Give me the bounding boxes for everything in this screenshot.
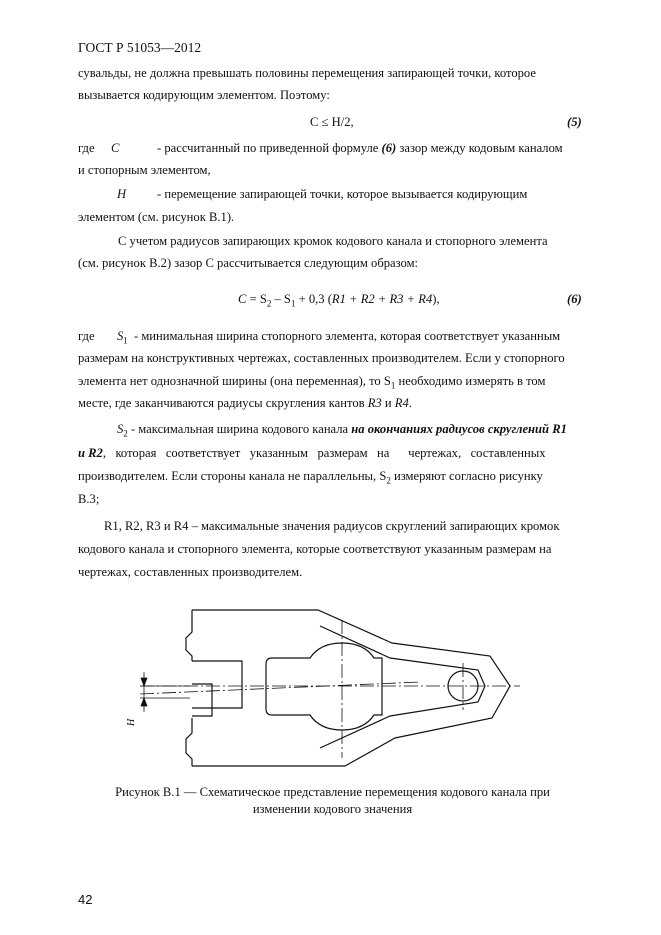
paragraph-line: сувальды, не должна превышать половины перемещения запирающей точки, которое	[78, 66, 536, 80]
slot-inner	[192, 684, 212, 716]
equation-5: C ≤ H/2,	[310, 115, 354, 129]
document-header: ГОСТ Р 51053—2012	[78, 40, 202, 55]
symbol-s2-definition: $S_2$ - максимальная ширина кодового канала на окончаниях радиусов скруглений R1	[117, 422, 567, 439]
symbol-h-definition: - перемещение запирающей точки, которое вызывается кодирующим	[157, 187, 528, 201]
symbol-c-definition-cont: и стопорным элементом,	[78, 163, 211, 177]
symbol-s2-definition-cont: и R2, которая соответствует указанным размерам на чертежах, составленных	[78, 446, 546, 460]
symbol-h-definition-cont: элементом (см. рисунок В.1).	[78, 210, 235, 224]
paragraph-line: вызывается кодирующим элементом. Поэтому:	[78, 88, 330, 102]
equation-5-number: (5)	[567, 115, 582, 129]
figure-caption-line: изменении кодового значения	[252, 802, 413, 816]
symbol-s1-definition-cont: месте, где заканчиваются радиусы скругления кантов R3 и R4.	[78, 396, 412, 410]
symbol-s2-definition-cont: В.3;	[78, 492, 100, 506]
dimension-arrow	[141, 698, 147, 706]
notch-lower	[186, 718, 192, 766]
where-label: где	[78, 329, 95, 343]
paragraph-line: (см. рисунок В.2) зазор С рассчитывается следующим образом:	[78, 256, 419, 270]
symbol-s2-definition-cont: производителем. Если стороны канала не параллельны, $S_2$ измеряют согласно рисунку	[78, 469, 543, 486]
notch-upper	[186, 610, 192, 661]
figure-b1-drawing	[120, 598, 530, 770]
symbol-c-definition: - рассчитанный по приведенной формуле (6) зазор между кодовым каналом	[157, 141, 563, 155]
centerline-displaced	[140, 682, 420, 694]
housing-outline	[192, 610, 510, 766]
radii-definition-cont: чертежах, составленных производителем.	[78, 565, 303, 579]
equation-6: $C = S_2 - S_1 + 0,3$ (R1 + R2 + R3 + R4),	[238, 292, 440, 309]
figure-caption	[80, 784, 585, 818]
radii-definition-cont: кодового канала и стопорного элемента, которые соответствуют указанным размерам на	[78, 542, 552, 556]
dimension-arrow	[141, 678, 147, 686]
dimension-h-label: H	[126, 718, 137, 726]
radii-definition: R1, R2, R3 и R4 – максимальные значения радиусов скруглений запирающих кромок	[104, 519, 560, 533]
where-label: где	[78, 141, 95, 155]
symbol-c: C	[111, 141, 120, 155]
symbol-h: H	[117, 187, 127, 201]
symbol-s1-definition-cont: размерам на конструктивных чертежах, составленных производителем. Если у стопорного	[78, 351, 565, 365]
equation-6-number: (6)	[567, 292, 582, 306]
symbol-s1-definition-cont: элемента нет однозначной ширины (она переменная), то $S_1$ необходимо измерять в том	[78, 374, 546, 391]
figure-caption-line: Рисунок В.1 — Схематическое представление перемещения кодового канала при	[115, 785, 550, 799]
paragraph-line: С учетом радиусов запирающих кромок кодового канала и стопорного элемента	[118, 234, 548, 248]
symbol-s1: $S_1$	[117, 329, 128, 346]
symbol-s1-definition: - минимальная ширина стопорного элемента, которая соответствует указанным	[134, 329, 561, 343]
page-number: 42	[78, 892, 93, 907]
